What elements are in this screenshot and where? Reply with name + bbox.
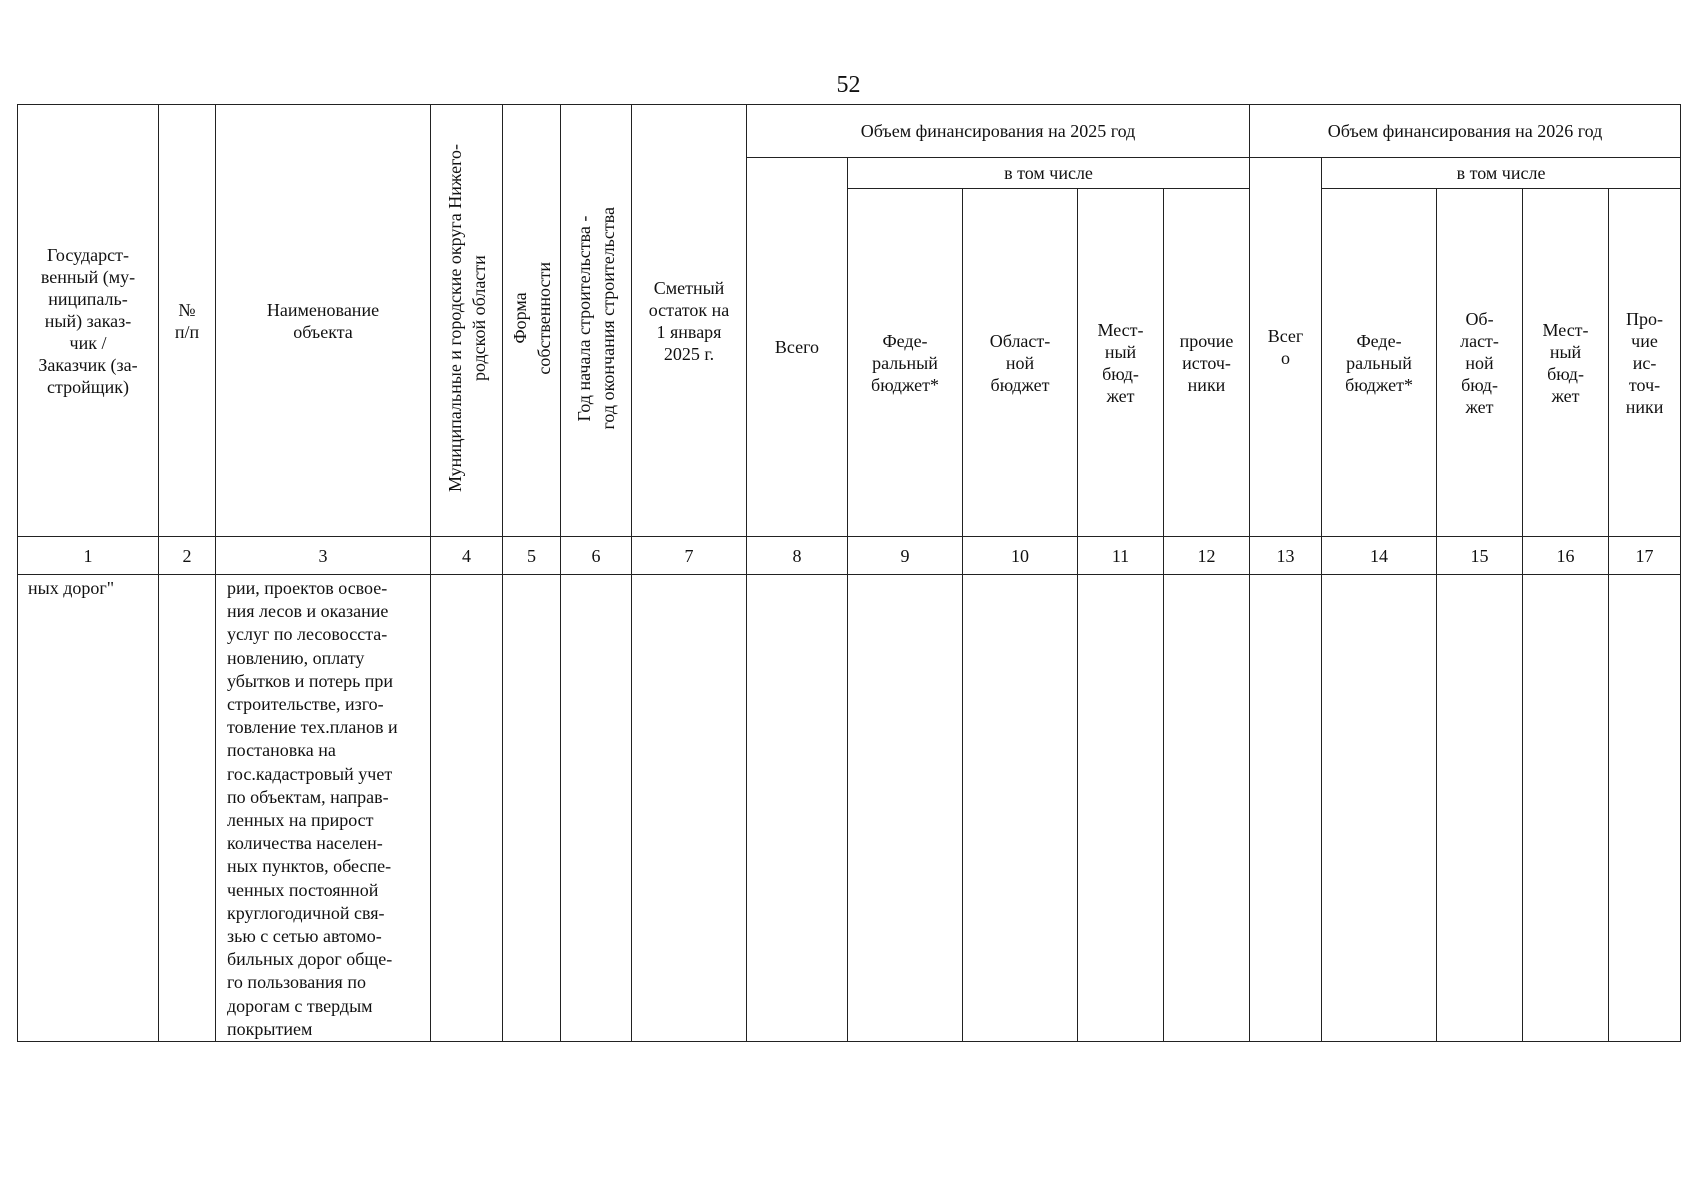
header-municipal-districts: Муниципальные и городские округа Нижего- родской области bbox=[444, 144, 489, 492]
column-number: 6 bbox=[561, 537, 632, 575]
column-number: 11 bbox=[1078, 537, 1164, 575]
row-empty-cell bbox=[1078, 575, 1164, 1042]
header-including-2025: в том числе bbox=[848, 158, 1250, 189]
header-object-name: Наименование объекта bbox=[216, 105, 431, 537]
header-estimated-balance: Сметный остаток на 1 января 2025 г. bbox=[632, 105, 747, 537]
row-empty-cell bbox=[1523, 575, 1609, 1042]
header-other-2026: Про- чие ис- точ- ники bbox=[1609, 189, 1681, 537]
header-total-2026: Всег о bbox=[1250, 158, 1322, 537]
column-number: 15 bbox=[1437, 537, 1523, 575]
header-including-2026: в том числе bbox=[1322, 158, 1681, 189]
header-number: № п/п bbox=[159, 105, 216, 537]
row-object-name: рии, проектов освое- ния лесов и оказание услуг по лесовосста- новлению, оплату убытков и потерь при строительстве, изго- товление тех.планов и постановка на гос.кадастровый учет по объектам, направ- ленных на прирост количества населен- ных пунктов, обеспе- ченных постоянной круглогодичной свя- зью с сетью автомо- бильных дорог обще- го пользования по дорогам с твердым покрытием bbox=[216, 575, 431, 1042]
column-number: 3 bbox=[216, 537, 431, 575]
header-customer: Государст- венный (му- ниципаль- ный) заказ- чик / Заказчик (за- стройщик) bbox=[18, 105, 159, 537]
page-number: 52 bbox=[836, 72, 861, 98]
row-empty-cell bbox=[431, 575, 503, 1042]
column-number: 7 bbox=[632, 537, 747, 575]
row-empty-cell bbox=[1250, 575, 1322, 1042]
header-municipal-districts-cell bbox=[431, 105, 503, 537]
header-ownership-form: Форма собственности bbox=[509, 261, 554, 375]
row-customer: ных дорог" bbox=[18, 575, 159, 1042]
table-row bbox=[18, 575, 1681, 1042]
row-empty-cell bbox=[963, 575, 1078, 1042]
header-construction-years-cell bbox=[561, 105, 632, 537]
row-empty-cell bbox=[1164, 575, 1250, 1042]
row-empty-cell bbox=[848, 575, 963, 1042]
funding-table bbox=[17, 104, 1681, 1042]
column-number: 1 bbox=[18, 537, 159, 575]
header-local-2025: Мест- ный бюд- жет bbox=[1078, 189, 1164, 537]
row-empty-cell bbox=[1437, 575, 1523, 1042]
row-empty-cell bbox=[503, 575, 561, 1042]
column-number: 8 bbox=[747, 537, 848, 575]
column-number: 13 bbox=[1250, 537, 1322, 575]
row-empty-cell bbox=[747, 575, 848, 1042]
column-number: 5 bbox=[503, 537, 561, 575]
header-regional-2026: Об- ласт- ной бюд- жет bbox=[1437, 189, 1523, 537]
header-federal-2026: Феде- ральный бюджет* bbox=[1322, 189, 1437, 537]
column-number: 12 bbox=[1164, 537, 1250, 575]
column-number: 2 bbox=[159, 537, 216, 575]
column-number: 10 bbox=[963, 537, 1078, 575]
column-number: 4 bbox=[431, 537, 503, 575]
row-empty-cell bbox=[159, 575, 216, 1042]
header-construction-years: Год начала строительства - год окончания строительства bbox=[574, 206, 618, 430]
header-federal-2025: Феде- ральный бюджет* bbox=[848, 189, 963, 537]
row-empty-cell bbox=[1609, 575, 1681, 1042]
column-number: 9 bbox=[848, 537, 963, 575]
column-number: 16 bbox=[1523, 537, 1609, 575]
header-other-2025: прочие источ- ники bbox=[1164, 189, 1250, 537]
header-funding-2026: Объем финансирования на 2026 год bbox=[1250, 105, 1681, 158]
column-number: 14 bbox=[1322, 537, 1437, 575]
header-ownership-form-cell bbox=[503, 105, 561, 537]
header-total-2025: Всего bbox=[747, 158, 848, 537]
column-number: 17 bbox=[1609, 537, 1681, 575]
column-number-row bbox=[18, 537, 1681, 575]
row-empty-cell bbox=[561, 575, 632, 1042]
header-local-2026: Мест- ный бюд- жет bbox=[1523, 189, 1609, 537]
header-regional-2025: Област- ной бюджет bbox=[963, 189, 1078, 537]
row-empty-cell bbox=[1322, 575, 1437, 1042]
header-funding-2025: Объем финансирования на 2025 год bbox=[747, 105, 1250, 158]
row-empty-cell bbox=[632, 575, 747, 1042]
